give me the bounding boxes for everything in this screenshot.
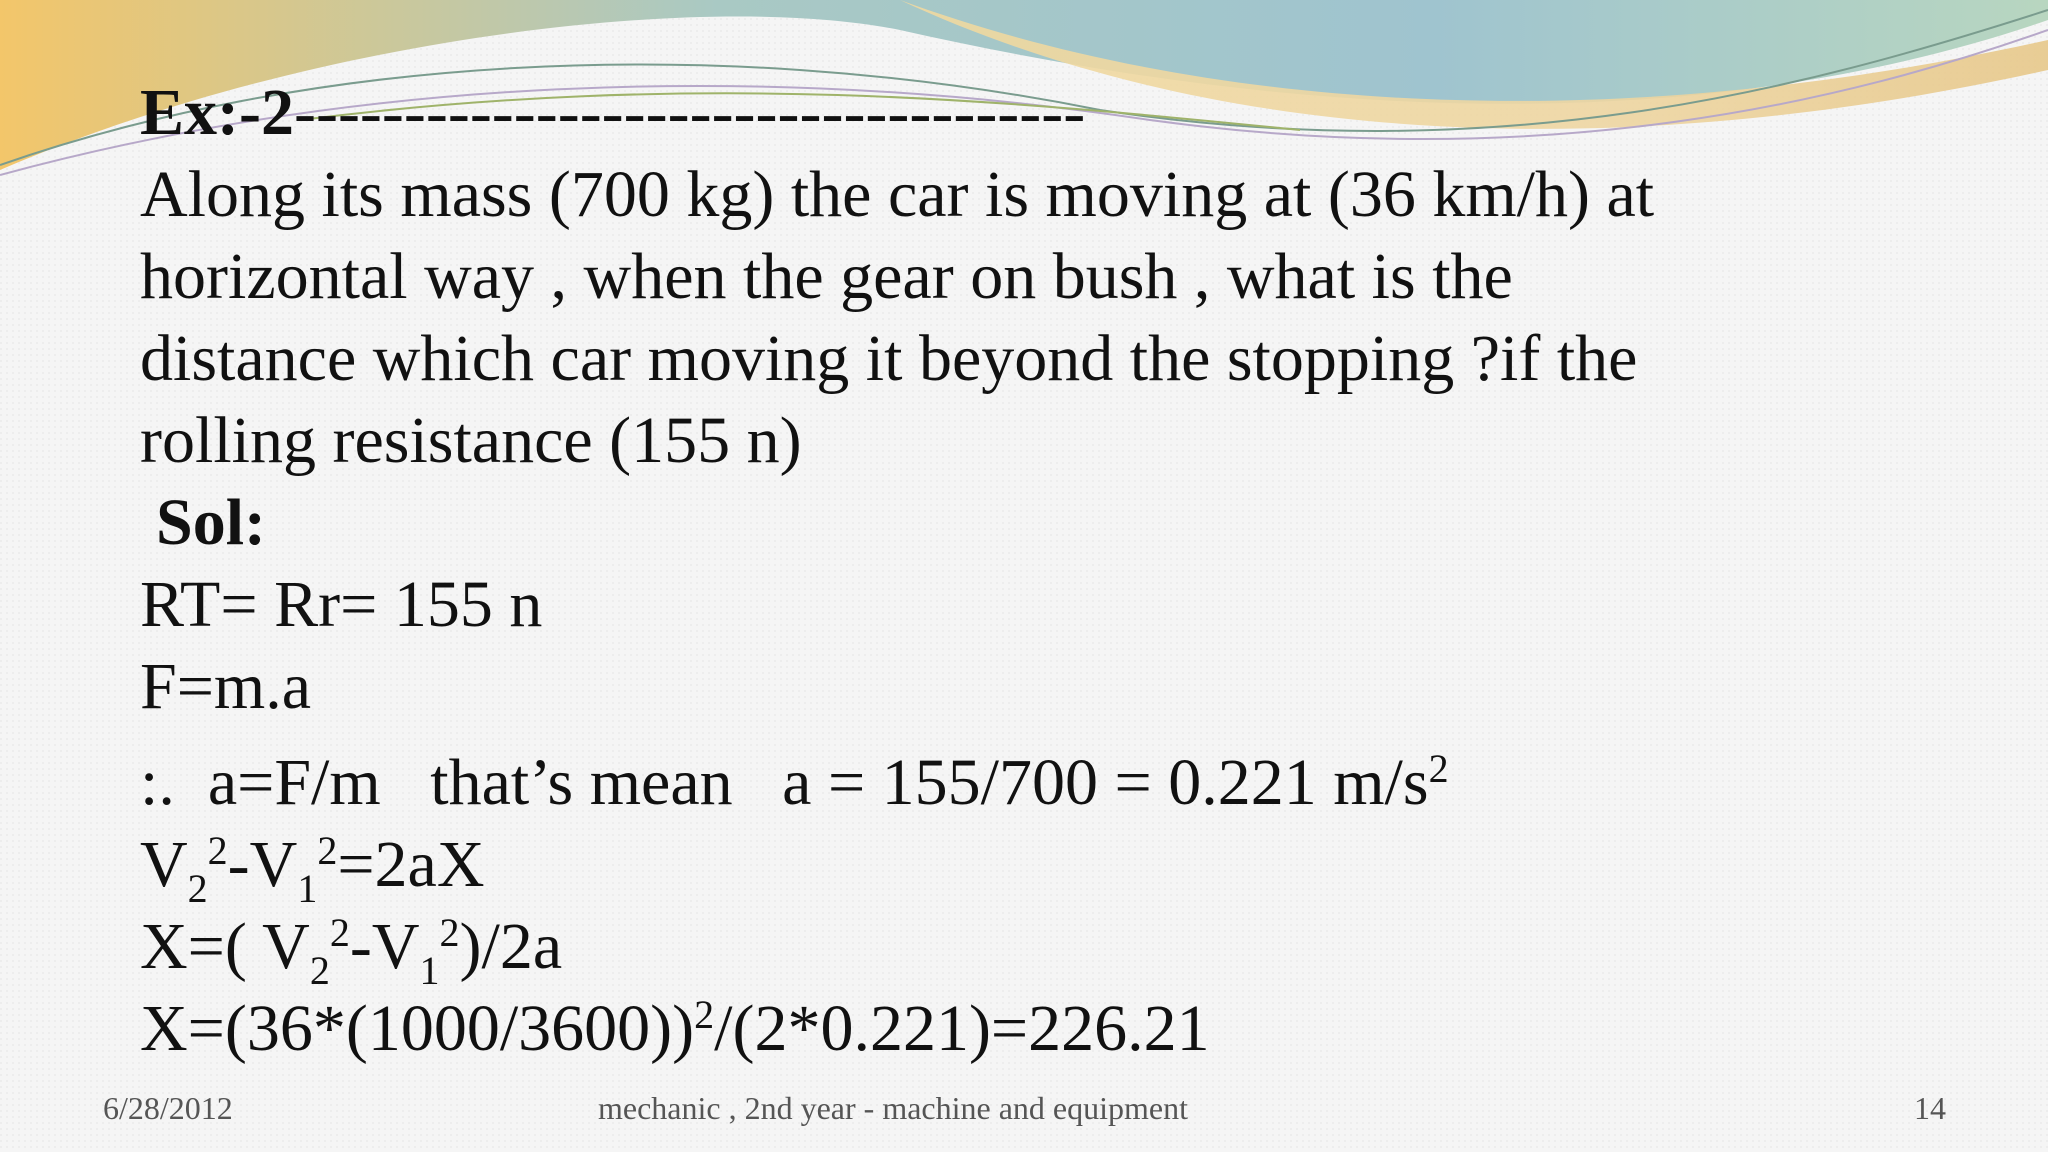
dist-v1-exponent: 2 xyxy=(439,910,460,955)
dist-v2-subscript: 2 xyxy=(309,948,330,993)
equation-kinematic xyxy=(140,810,1980,911)
kin-rest: =2aX xyxy=(337,828,485,901)
dist-minus-v1: -V xyxy=(349,910,420,983)
result-exponent: 2 xyxy=(694,992,715,1037)
acceleration-exponent: 2 xyxy=(1428,746,1449,791)
result-start: X=(36*(1000/3600)) xyxy=(140,992,695,1065)
example-heading xyxy=(140,72,1980,154)
solution-label: Sol: xyxy=(156,486,267,559)
problem-line-4: rolling resistance (155 n) xyxy=(140,404,802,477)
dist-v1-subscript: 1 xyxy=(419,948,440,993)
footer-date: 6/28/2012 xyxy=(103,1090,233,1126)
problem-line-3: distance which car moving it beyond the stopping ?if the xyxy=(140,322,1638,395)
heading-dashes: ------------------------------------ xyxy=(293,76,1086,149)
page-number: 14 xyxy=(1914,1090,1946,1126)
slide-content xyxy=(140,72,1980,1065)
kin-v1-exponent: 2 xyxy=(317,828,338,873)
equation-resistance: RT= Rr= 155 n xyxy=(140,568,543,641)
dist-start: X=( V xyxy=(140,910,310,983)
equation-newton: F=m.a xyxy=(140,650,312,723)
equation-distance-result xyxy=(140,974,1980,1065)
result-rest: /(2*0.221)=226.21 xyxy=(714,992,1210,1065)
equation-acceleration xyxy=(140,728,1980,819)
kin-v2-subscript: 2 xyxy=(187,866,208,911)
kin-minus-v1: -V xyxy=(227,828,298,901)
problem-line-1: Along its mass (700 kg) the car is moving at (36 km/h) at xyxy=(140,158,1655,231)
heading-text: Ex:-2 xyxy=(140,76,294,149)
kin-v2-exponent: 2 xyxy=(207,828,228,873)
dist-v2-exponent: 2 xyxy=(329,910,350,955)
kin-v2: V xyxy=(140,828,188,901)
acceleration-text: :. a=F/m that’s mean a = 155/700 = 0.221 m/s xyxy=(140,746,1429,819)
problem-line-2: horizontal way , when the gear on bush , what is the xyxy=(140,240,1513,313)
dist-rest: )/2a xyxy=(459,910,563,983)
footer-title: mechanic , 2nd year - machine and equipment xyxy=(598,1090,1188,1126)
equation-distance-formula xyxy=(140,892,1980,993)
kin-v1-subscript: 1 xyxy=(297,866,318,911)
